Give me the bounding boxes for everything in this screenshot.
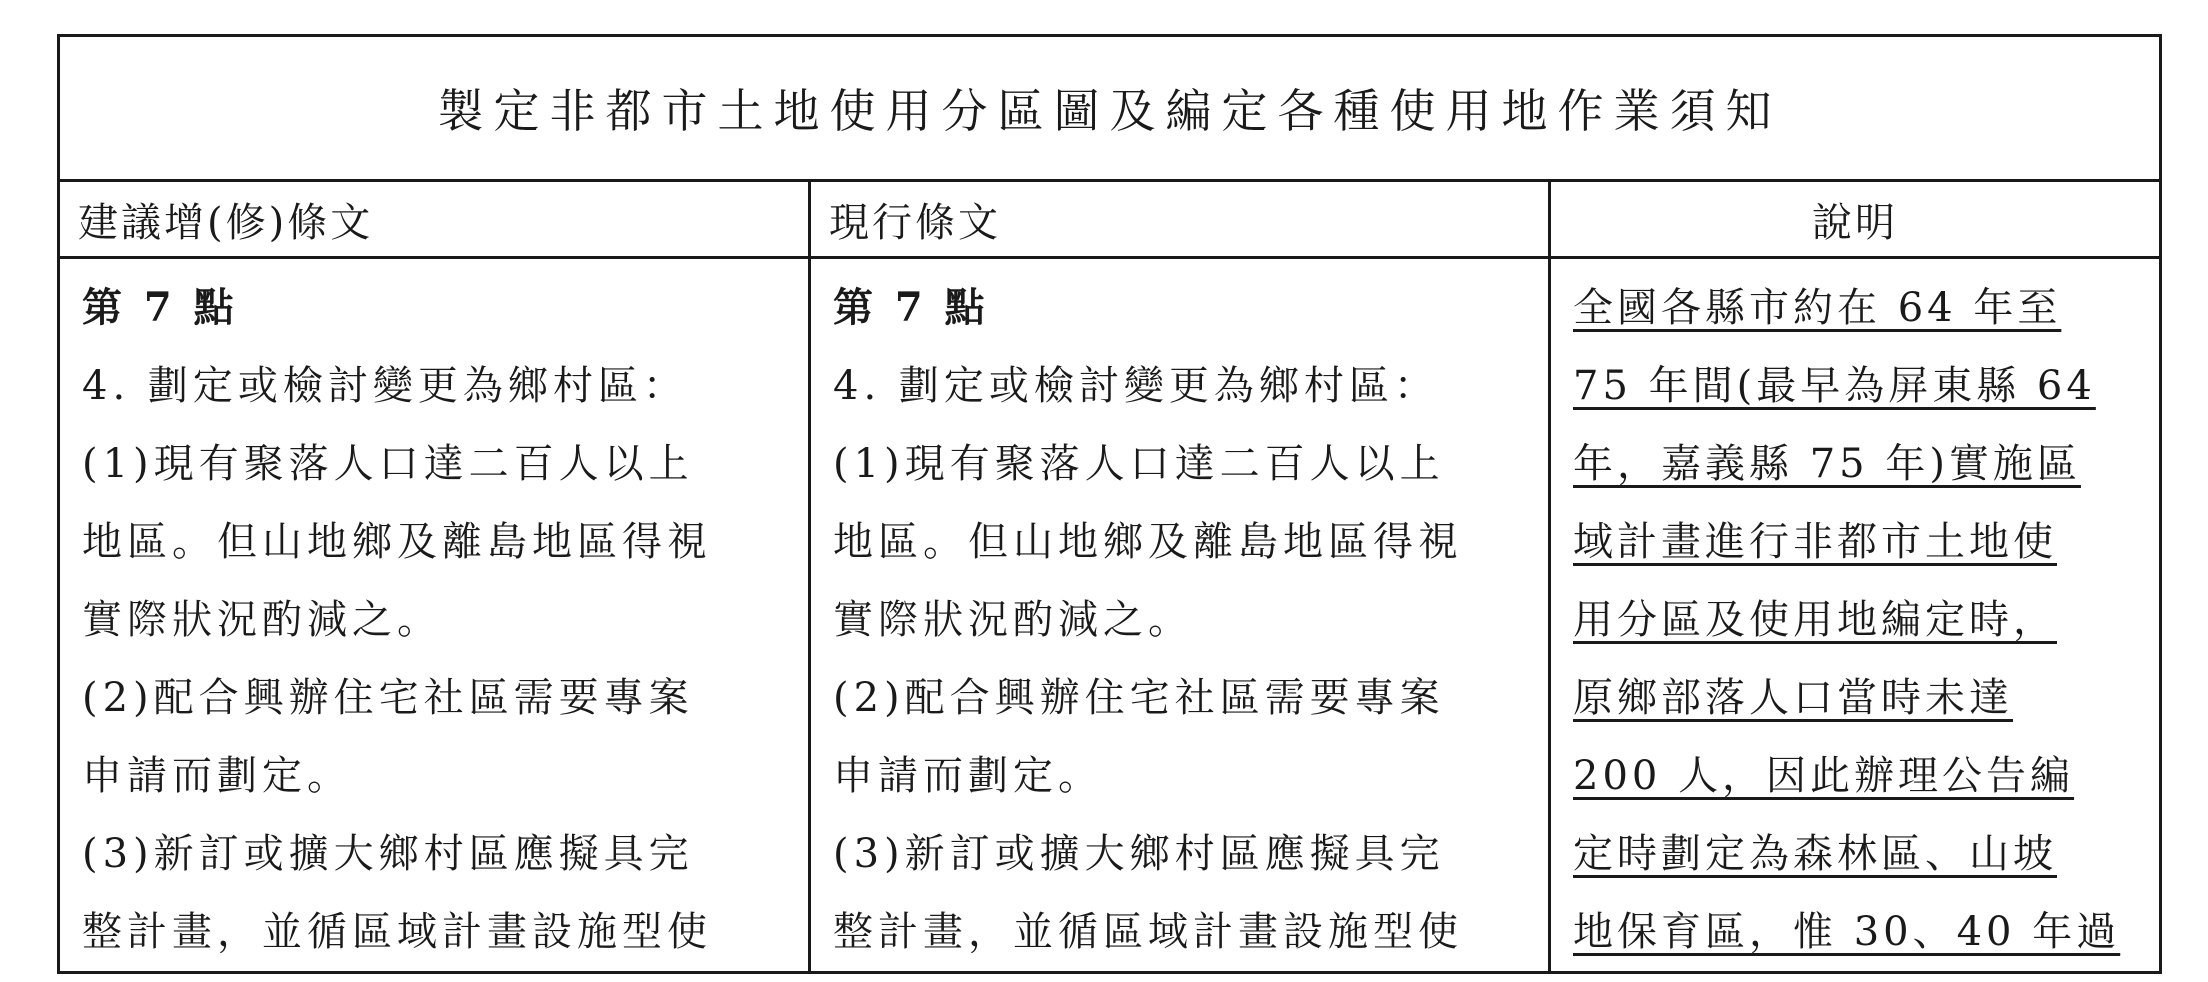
title-row <box>59 36 2161 181</box>
current-line: 申請而劃定。 <box>833 753 1103 799</box>
explanation-line-text: 75 年間(最早為屏東縣 64 <box>1573 363 2096 409</box>
current-line: 第 7 點 <box>833 284 989 331</box>
explanation-line <box>1573 503 2149 581</box>
explanation-line-text: 域計畫進行非都市土地使 <box>1573 519 2057 565</box>
explanation-line <box>1573 893 2149 971</box>
explanation-line <box>1573 269 2149 347</box>
header-row <box>59 181 2161 258</box>
explanation-line-text: 200 人，因此辦理公告編 <box>1573 753 2075 799</box>
proposed-line: (1)現有聚落人口達二百人以上 <box>82 441 694 487</box>
current-line: 整計畫，並循區域計畫設施型使 <box>833 909 1463 955</box>
current-line: 地區。但山地鄉及離島地區得視 <box>833 519 1463 565</box>
explanation-line-text: 全國各縣市約在 64 年至 <box>1573 285 2062 331</box>
current-line: (2)配合興辦住宅社區需要專案 <box>833 675 1445 721</box>
proposed-text-cell <box>59 258 810 973</box>
explanation-line-text: 用分區及使用地編定時， <box>1573 597 2057 643</box>
proposed-line: 第 7 點 <box>82 284 238 331</box>
comparison-table <box>57 34 2162 974</box>
content-row <box>59 258 2161 973</box>
current-line: 4. 劃定或檢討變更為鄉村區： <box>833 363 1439 409</box>
explanation-line <box>1573 659 2149 737</box>
explanation-text-cell <box>1550 258 2161 973</box>
proposed-line: 實際狀況酌減之。 <box>82 597 442 643</box>
current-line: 實際狀況酌減之。 <box>833 597 1193 643</box>
explanation-line <box>1573 581 2149 659</box>
proposed-line: 4. 劃定或檢討變更為鄉村區： <box>82 363 688 409</box>
explanation-line-text: 原鄉部落人口當時未達 <box>1573 675 2013 721</box>
explanation-line <box>1573 737 2149 815</box>
explanation-line <box>1573 815 2149 893</box>
current-line: (1)現有聚落人口達二百人以上 <box>833 441 1445 487</box>
explanation-line <box>1573 347 2149 425</box>
document-title: 製定非都市土地使用分區圖及編定各種使用地作業須知 <box>59 36 2161 181</box>
header-explanation: 說明 <box>1550 181 2161 258</box>
explanation-line-text: 地保育區，惟 30、40 年過 <box>1573 909 2121 955</box>
explanation-line <box>1573 425 2149 503</box>
header-proposed: 建議增(修)條文 <box>59 181 810 258</box>
explanation-line-text: 年，嘉義縣 75 年)實施區 <box>1573 441 2081 487</box>
current-text-cell <box>810 258 1550 973</box>
proposed-line: 整計畫，並循區域計畫設施型使 <box>82 909 712 955</box>
proposed-line: 地區。但山地鄉及離島地區得視 <box>82 519 712 565</box>
current-line: (3)新訂或擴大鄉村區應擬具完 <box>833 831 1445 877</box>
header-current: 現行條文 <box>810 181 1550 258</box>
proposed-line: (3)新訂或擴大鄉村區應擬具完 <box>82 831 694 877</box>
explanation-line-text: 定時劃定為森林區、山坡 <box>1573 831 2057 877</box>
proposed-line: (2)配合興辦住宅社區需要專案 <box>82 675 694 721</box>
proposed-line: 申請而劃定。 <box>82 753 352 799</box>
